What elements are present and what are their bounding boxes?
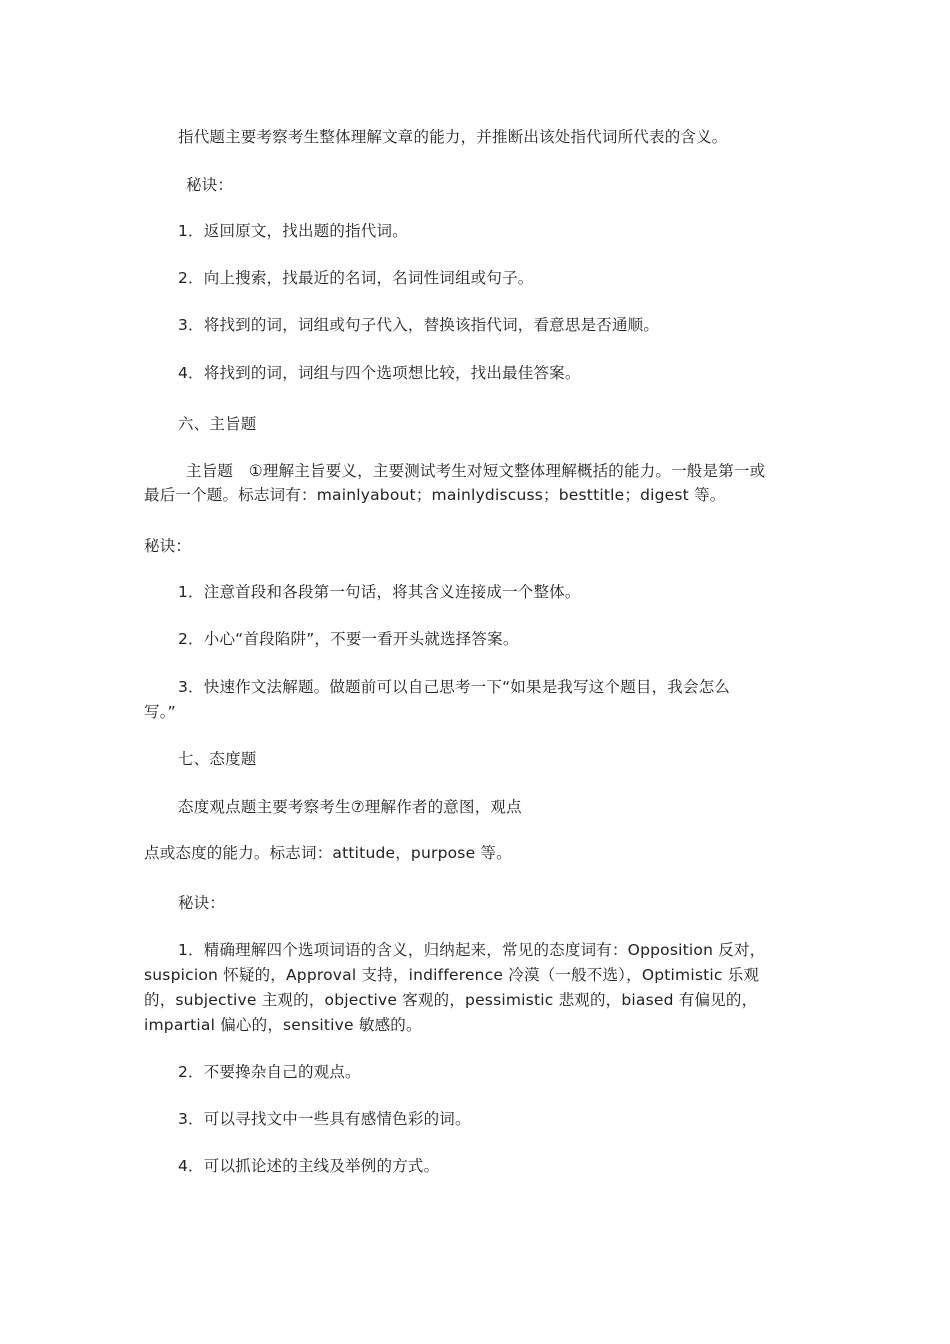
tip-item: 1．注意首段和各段第一句话，将其含义连接成一个整体。 xyxy=(178,583,581,601)
tip-item: 2．不要搀杂自己的观点。 xyxy=(178,1063,361,1081)
tip-item: 2．小心“首段陷阱”，不要一看开头就选择答案。 xyxy=(178,630,519,648)
tip-item-line: 的，subjective 主观的，objective 客观的，pessimistic 悲观的，biased 有偏见的， xyxy=(144,991,758,1009)
section-heading-main-idea: 六、主旨题 xyxy=(178,415,257,433)
tip-item-line: 写。” xyxy=(144,703,176,721)
paragraph-attitude-continued: 点或态度的能力。标志词：attitude，purpose 等。 xyxy=(144,844,512,862)
section-heading-attitude: 七、态度题 xyxy=(178,750,257,768)
tip-item-line: 1．精确理解四个选项词语的含义，归纳起来，常见的态度词有：Opposition 反对， xyxy=(178,941,766,959)
tip-item: 1．返回原文，找出题的指代词。 xyxy=(178,222,408,240)
tip-item: 4．将找到的词，词组与四个选项想比较，找出最佳答案。 xyxy=(178,364,581,382)
tips-label: 秘诀： xyxy=(178,894,226,912)
tip-item: 4．可以抓论述的主线及举例的方式。 xyxy=(178,1157,440,1175)
tip-item: 3．可以寻找文中一些具有感情色彩的词。 xyxy=(178,1110,471,1128)
tip-item-line: suspicion 怀疑的，Approval 支持，indifference 冷漠（一般不选），Optimistic 乐观 xyxy=(144,966,760,984)
tip-item: 3．将找到的词，词组或句子代入，替换该指代词，看意思是否通顺。 xyxy=(178,316,660,334)
tips-label: 秘诀： xyxy=(144,537,192,555)
paragraph-pronoun-intro: 指代题主要考察考生整体理解文章的能力，并推断出该处指代词所代表的含义。 xyxy=(178,128,728,146)
tips-label: 秘诀： xyxy=(186,176,234,194)
tip-item-line: 3．快速作文法解题。做题前可以自己思考一下“如果是我写这个题目，我会怎么 xyxy=(178,678,731,696)
paragraph-attitude-intro: 态度观点题主要考察考生⑦理解作者的意图，观点 xyxy=(178,798,522,816)
tip-item-line: impartial 偏心的，sensitive 敏感的。 xyxy=(144,1016,422,1034)
paragraph-main-idea-line: 主旨题 ①理解主旨要义，主要测试考生对短文整体理解概括的能力。一般是第一或 xyxy=(186,462,766,480)
tip-item: 2．向上搜索，找最近的名词，名词性词组或句子。 xyxy=(178,269,534,287)
paragraph-main-idea-line: 最后一个题。标志词有：mainlyabout；mainlydiscuss；besttitle；digest 等。 xyxy=(144,486,726,504)
